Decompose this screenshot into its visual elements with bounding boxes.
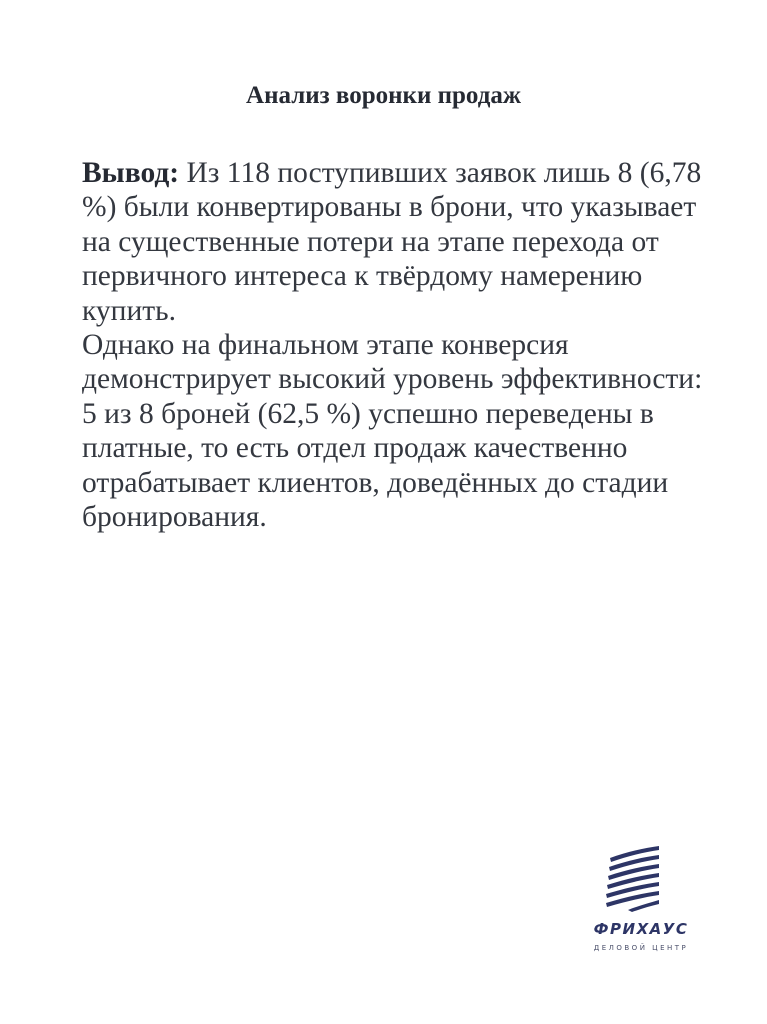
conclusion-text: Из 118 поступивших заявок лишь 8 (6,78 %) были конвертированы в брони, что указывает на существенные потери на этапе перехода от первичного интереса к твёрдому намерению купить. (82, 157, 702, 327)
efficiency-paragraph: Однако на финальном этапе конверсия демонстрирует высокий уровень эффективности: 5 из 8 броней (62,5 %) успешно переведены в платные, то есть отдел продаж качественно отрабатывает клиентов, доведённых до стадии бронирования. (82, 329, 703, 534)
page-title: Анализ воронки продаж (246, 82, 521, 109)
conclusion-label: Вывод: (82, 157, 180, 189)
conclusion-paragraph (82, 156, 722, 328)
document-body (82, 156, 722, 534)
company-logo (566, 842, 716, 962)
building-stripes-icon (566, 842, 716, 914)
logo-tagline: ДЕЛОВОЙ ЦЕНТР (593, 944, 689, 952)
logo-name: ФРИХАУС (593, 920, 689, 938)
